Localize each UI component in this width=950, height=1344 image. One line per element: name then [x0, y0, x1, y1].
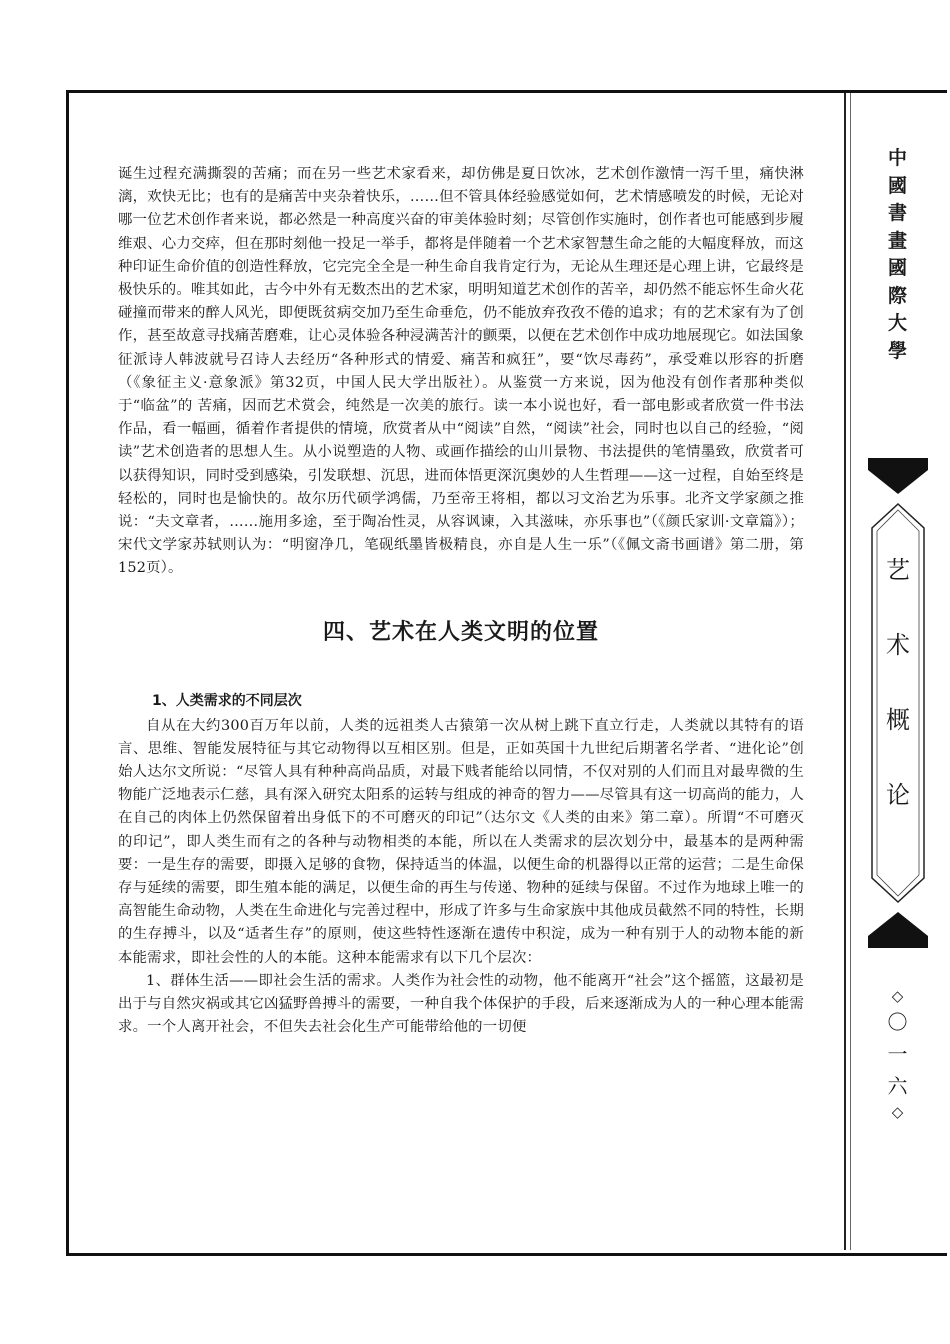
section-heading: 四、艺术在人类文明的位置 [322, 619, 599, 645]
book-title-char: 论 [886, 781, 910, 809]
book-title-label [868, 458, 928, 948]
series-title-char: 學 [887, 339, 907, 362]
body-paragraph-continued: 诞生过程充满撕裂的苦痛；而在另一些艺术家看来，却仿佛是夏日饮冰，艺术创作激情一泻千里，痛快淋漓，欢快无比；也有的是痛苦中夹杂着快乐，……但不管具体经验感觉如何，艺术情感喷发的时候，无论对哪一位艺术创作者来说，都必然是一种高度兴奋的审美体验时刻；尽管创作实施时，创作者也可能感到步履维艰、心力交瘁，但在那时刻他一投足一举手，都将是伴随着一个艺术家智慧生命之能的大幅度释放，而这种印证生命价值的创造性释放，它完完全全是一种生命自我肯定行为，无论从生理还是心理上讲，它最终是极快乐的。唯其如此，古今中外有无数杰出的艺术家，明明知道艺术创作的苦辛，却仍然不能忘怀生命火花碰撞而带来的醉人风光，即便既贫病交加乃至生命垂危，仍不能放弃孜孜不倦的追求；有的艺术家有为了创作，甚至故意寻找痛苦磨难，让心灵体验各种浸满苦汁的颤栗，以便在艺术创作中成功地展现它。如法国象征派诗人韩波就号召诗人去经历“各种形式的情爱、痛苦和疯狂”，要“饮尽毒药”，承受难以形容的折磨（《象征主义·意象派》第32页，中国人民大学出版社）。从鉴赏一方来说，因为他没有创作者那种类似于“临盆”的 苦痛，因而艺术赏会，纯然是一次美的旅行。读一本小说也好，看一部电影或者欣赏一件书法作品，看一幅画，循着作者提供的情境，欣赏者从中“阅读”自然，“阅读”社会，同时也以自己的经验，“阅读”艺术创造者的思想人生。从小说塑造的人物、或画作描绘的山川景物、书法提供的笔情墨致，欣赏者可以获得知识，同时受到感染，引发联想、沉思，进而体悟更深沉奥妙的人生哲理——这一过程，自始至终是轻松的，同时也是愉快的。故尔历代硕学鸿儒，乃至帝王将相，都以习文治艺为乐事。北齐文学家颜之推说：“夫文章者，……施用多途，至于陶冶性灵，从容讽谏，入其滋味，亦乐事也”（《颜氏家训·文章篇》）；宋代文学家苏轼则认为：“明窗净几，笔砚纸墨皆极精良，亦自是人生一乐”（《佩文斋书画谱》第二册，第152页）。 [118, 166, 804, 577]
series-title-char: 大 [887, 312, 907, 334]
book-title-char: 概 [886, 706, 910, 734]
diamond-icon: ◇ [891, 987, 904, 1005]
series-title-char: 際 [887, 284, 907, 307]
series-title-char: 國 [887, 257, 907, 279]
series-title [851, 145, 944, 365]
series-title-char: 書 [887, 202, 907, 224]
body-paragraph: 自从在大约300百万年以前，人类的远祖类人古猿第一次从树上跳下直立行走，人类就以其特有的语言、思维、智能发展特征与其它动物得以互相区别。但是，正如英国十九世纪后期著名学者、“进化论”创始人达尔文所说：“尽管人具有种种高尚品质，对最下贱者能给以同情，不仅对别的人们而且对最卑微的生物能广泛地表示仁慈，具有深入研究太阳系的运转与组成的神奇的智力——尽管具有这一切高尚的能力，人在自己的肉体上仍然保留着出身低下的不可磨灭的印记”（达尔文《人类的由来》第二章）。所谓“不可磨灭的印记”，即人类生而有之的各种与动物相类的本能，所以在人类需求的层次划分中，最基本的是两种需要：一是生存的需要，即摄入足够的食物，保持适当的体温，以便生命的机器得以正常的运营；二是生命保存与延续的需要，即生殖本能的满足，以便生命的再生与传递、物种的延续与保留。不过作为地球上唯一的高智能生命动物，人类在生命进化与完善过程中，形成了许多与生命家族中其他成员截然不同的特性，长期的生存搏斗，以及“适者生存”的原则，使这些特性逐渐在遗传中积淀，成为一种有别于人的动物本能的新本能需求，即社会性的人的本能。这种本能需求有以下几个层次： [118, 717, 804, 966]
subsection-heading: 1、人类需求的不同层次 [152, 692, 302, 709]
series-title-char: 畫 [887, 229, 907, 252]
body-paragraph: 1、群体生活——即社会生活的需求。人类作为社会性的动物，他不能离开“社会”这个摇篮，这最初是出于与自然灾祸或其它凶猛野兽搏斗的需要，一种自我个体保护的手段，后来逐渐成为人的一种心理本能需求。一个人离开社会，不但失去社会化生产可能带给他的一切便 [118, 972, 804, 1036]
page-number-char: 一 [887, 1042, 908, 1066]
sidebar [851, 93, 944, 1250]
series-title-char: 中 [887, 147, 907, 169]
book-title-char: 艺 [886, 556, 910, 584]
main-text-area [118, 163, 804, 1040]
page-number-char: 六 [887, 1074, 908, 1098]
page-number-char: 〇 [887, 1010, 908, 1034]
book-title-char: 术 [886, 631, 910, 659]
sidebar-divider [844, 93, 846, 1250]
series-title-char: 國 [887, 174, 907, 197]
page-number [851, 986, 944, 1122]
diamond-icon: ◇ [891, 1103, 904, 1121]
book-title [868, 533, 928, 833]
